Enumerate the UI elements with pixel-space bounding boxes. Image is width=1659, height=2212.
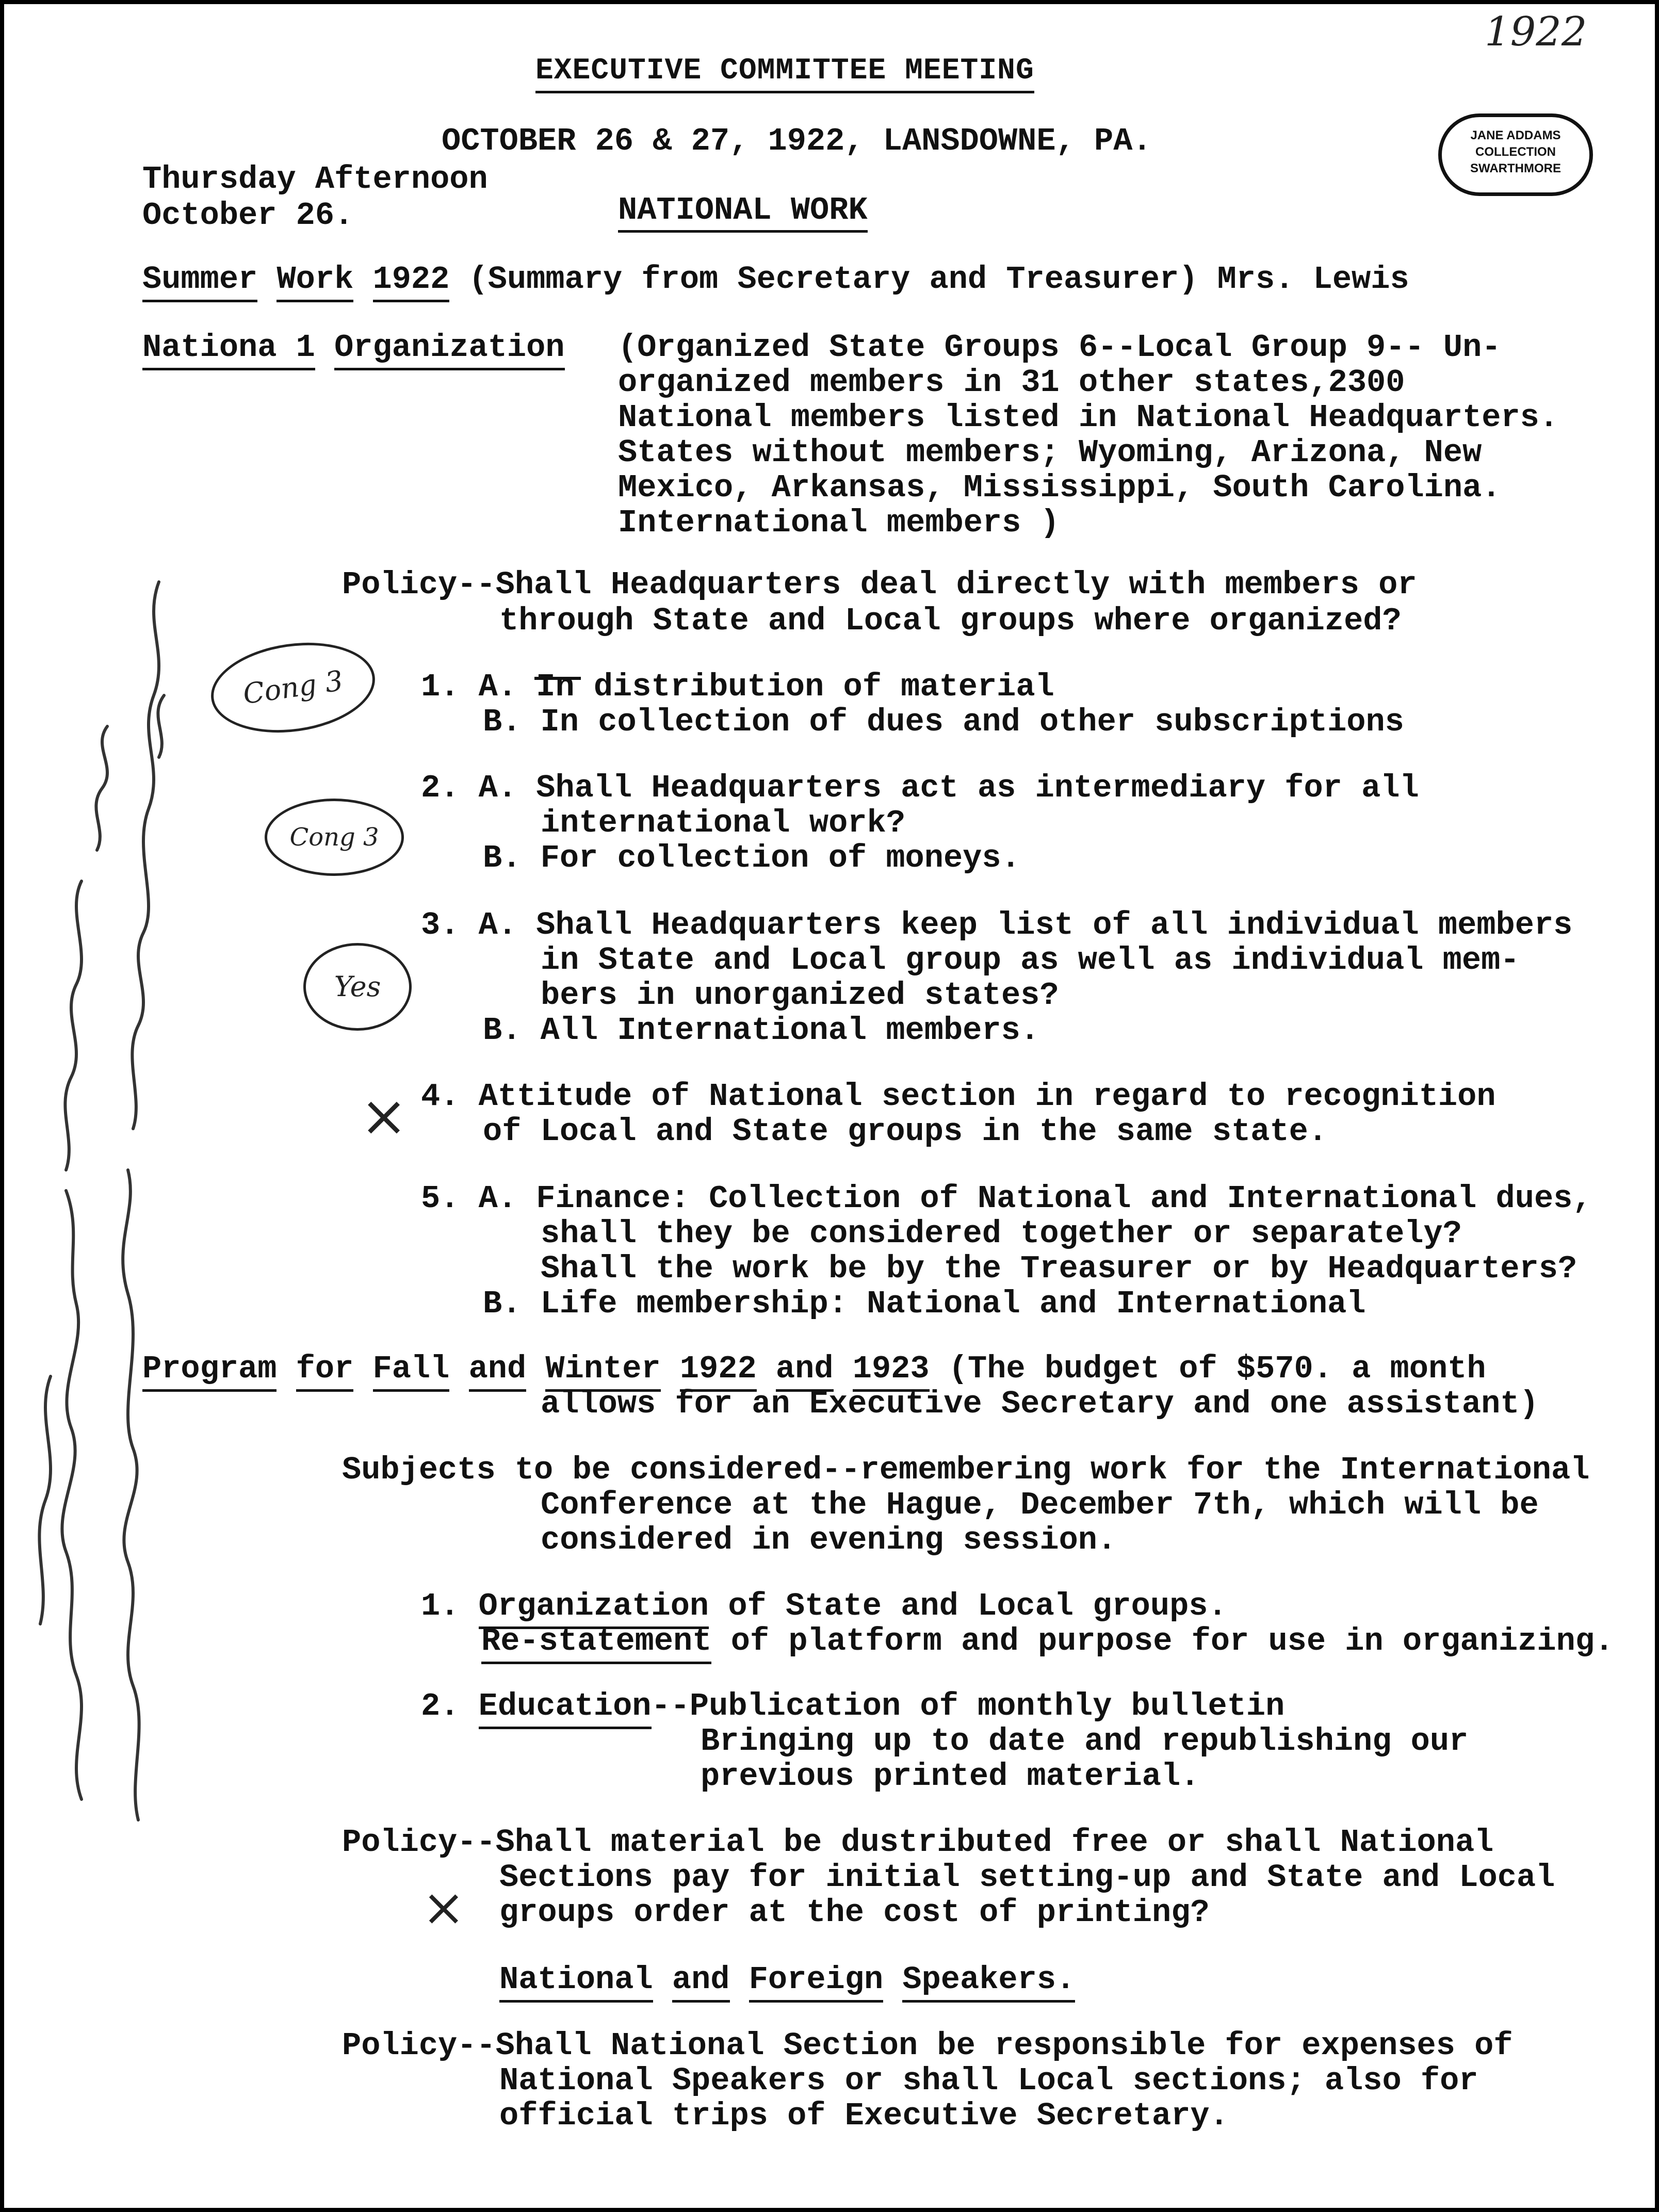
collection-stamp <box>1438 113 1593 196</box>
program-budget: (The budget of $570. a month <box>948 1351 1486 1387</box>
program-w3: Fall <box>373 1351 450 1392</box>
org-line: organized members in 31 other states,2300 <box>618 364 1405 401</box>
org-line: Mexico, Arkansas, Mississippi, South Carolina. <box>618 469 1501 506</box>
item-3b: B. All International members. <box>483 1012 1039 1049</box>
summer-label-3: 1922 <box>373 261 450 302</box>
summer-work-row <box>142 262 1409 297</box>
meeting-date: October 26. <box>142 197 354 234</box>
speakers-w3: Foreign <box>749 1961 883 2003</box>
sub-item-1 <box>421 1589 1227 1624</box>
subjects-line-1: Subjects to be considered--remembering work for the International <box>342 1452 1590 1488</box>
item-3a-cont2: bers in unorganized states? <box>541 977 1059 1014</box>
item-3a: 3. A. Shall Headquarters keep list of all individual members <box>421 907 1573 944</box>
program-w1: Program <box>142 1351 276 1392</box>
policy-2-line-2: Sections pay for initial setting-up and State and Local <box>499 1859 1555 1896</box>
meeting-day: Thursday Afternoon <box>142 161 488 198</box>
item-5a: 5. A. Finance: Collection of National and International dues, <box>421 1180 1592 1217</box>
item-1b: B. In collection of dues and other subscriptions <box>483 704 1404 740</box>
policy-3-line-3: official trips of Executive Secretary. <box>499 2097 1229 2134</box>
stamp-line-2: COLLECTION <box>1475 145 1556 159</box>
org-line: National members listed in National Headquarters. <box>618 399 1559 436</box>
policy-3-line-1: Policy--Shall National Section be responsible for expenses of <box>342 2027 1513 2064</box>
item-4a-cont: of Local and State groups in the same state. <box>483 1113 1328 1150</box>
annotation-cong3-b: Cong 3 <box>265 799 404 876</box>
program-w4: and <box>469 1351 527 1392</box>
item-2a-cont: international work? <box>541 805 905 841</box>
subjects-line-3: considered in evening session. <box>541 1522 1117 1558</box>
item-2a: 2. A. Shall Headquarters act as intermediary for all <box>421 770 1419 806</box>
policy-2-line-1: Policy--Shall material be dustributed free or shall National <box>342 1824 1494 1861</box>
annotation-x-mark-1: × <box>360 1083 408 1149</box>
program-w6: 1922 <box>680 1351 757 1392</box>
policy-3-line-2: National Speakers or shall Local sections; also for <box>499 2062 1478 2099</box>
program-w8: 1923 <box>853 1351 930 1392</box>
program-heading <box>142 1352 1486 1387</box>
program-w2: for <box>296 1351 354 1392</box>
sub-item-1-text: of State and Local groups. <box>728 1588 1227 1624</box>
summer-text: (Summary from Secretary and Treasurer) Mrs. Lewis <box>468 261 1409 298</box>
policy-2-line-3: groups order at the cost of printing? <box>499 1894 1210 1931</box>
annotation-yes: Yes <box>303 943 412 1031</box>
sub-item-2-text: --Publication of monthly bulletin <box>651 1688 1285 1725</box>
item-3a-cont: in State and Local group as well as individual mem- <box>541 942 1520 979</box>
sub-item-1-label: Organization <box>479 1588 709 1629</box>
sub-item-1-label2: Re-statement <box>481 1623 711 1664</box>
item-1a: 1. A. In distribution of material <box>421 669 1054 705</box>
sub-item-1-text2: of platform and purpose for use in organizing. <box>730 1623 1614 1660</box>
sub-item-2-num: 2. <box>421 1688 460 1725</box>
item-4a: 4. Attitude of National section in regard to recognition <box>421 1078 1496 1115</box>
item-2b: B. For collection of moneys. <box>483 840 1020 876</box>
strike-mark <box>534 677 581 701</box>
item-5a-cont2: Shall the work be by the Treasurer or by Headquarters? <box>541 1250 1577 1287</box>
sub-item-2-cont: Bringing up to date and republishing our <box>701 1723 1469 1760</box>
stamp-line-3: SWARTHMORE <box>1470 161 1561 175</box>
meeting-date-place: OCTOBER 26 & 27, 1922, LANSDOWNE, PA. <box>442 123 1152 159</box>
org-line: International members ) <box>618 505 1060 541</box>
program-w5: Winter <box>545 1351 660 1392</box>
margin-handwriting <box>4 520 190 1841</box>
program-w7: and <box>776 1351 834 1392</box>
org-label-2: Organization <box>334 329 564 370</box>
speakers-heading <box>499 1962 1075 1997</box>
stamp-line-1: JANE ADDAMS <box>1470 128 1561 142</box>
section-title: NATIONAL WORK <box>618 193 868 233</box>
sub-item-1-num: 1. <box>421 1588 460 1624</box>
policy-1-line-2: through State and Local groups where organized? <box>499 603 1402 639</box>
org-line: States without members; Wyoming, Arizona, New <box>618 434 1482 471</box>
speakers-w1: National <box>499 1961 653 2003</box>
sub-item-2 <box>421 1689 1284 1724</box>
meeting-title: EXECUTIVE COMMITTEE MEETING <box>535 54 1034 93</box>
summer-label-2: Work <box>276 261 353 302</box>
program-budget-cont: allows for an Executive Secretary and one assistant) <box>541 1386 1539 1422</box>
sub-item-2-label: Education <box>479 1688 652 1729</box>
national-org-details <box>618 330 1558 541</box>
sub-item-2-cont2: previous printed material. <box>701 1758 1200 1795</box>
annotation-cong3-a: Cong 3 <box>205 633 381 743</box>
org-label-1: Nationa 1 <box>142 329 315 370</box>
item-5a-cont: shall they be considered together or separately? <box>541 1215 1462 1252</box>
policy-1-line-1: Policy--Shall Headquarters deal directly with members or <box>342 566 1417 603</box>
national-org-label <box>142 330 565 365</box>
item-5b: B. Life membership: National and International <box>483 1286 1366 1322</box>
speakers-w4: Speakers. <box>902 1961 1075 2003</box>
year-note: 1922 <box>1485 9 1587 55</box>
annotation-x-mark-2: × <box>422 1877 465 1938</box>
summer-label-1: Summer <box>142 261 257 302</box>
sub-item-1-cont <box>481 1624 1614 1659</box>
speakers-w2: and <box>672 1961 730 2003</box>
org-line: (Organized State Groups 6--Local Group 9-- Un- <box>618 329 1501 366</box>
subjects-line-2: Conference at the Hague, December 7th, which will be <box>541 1487 1539 1523</box>
